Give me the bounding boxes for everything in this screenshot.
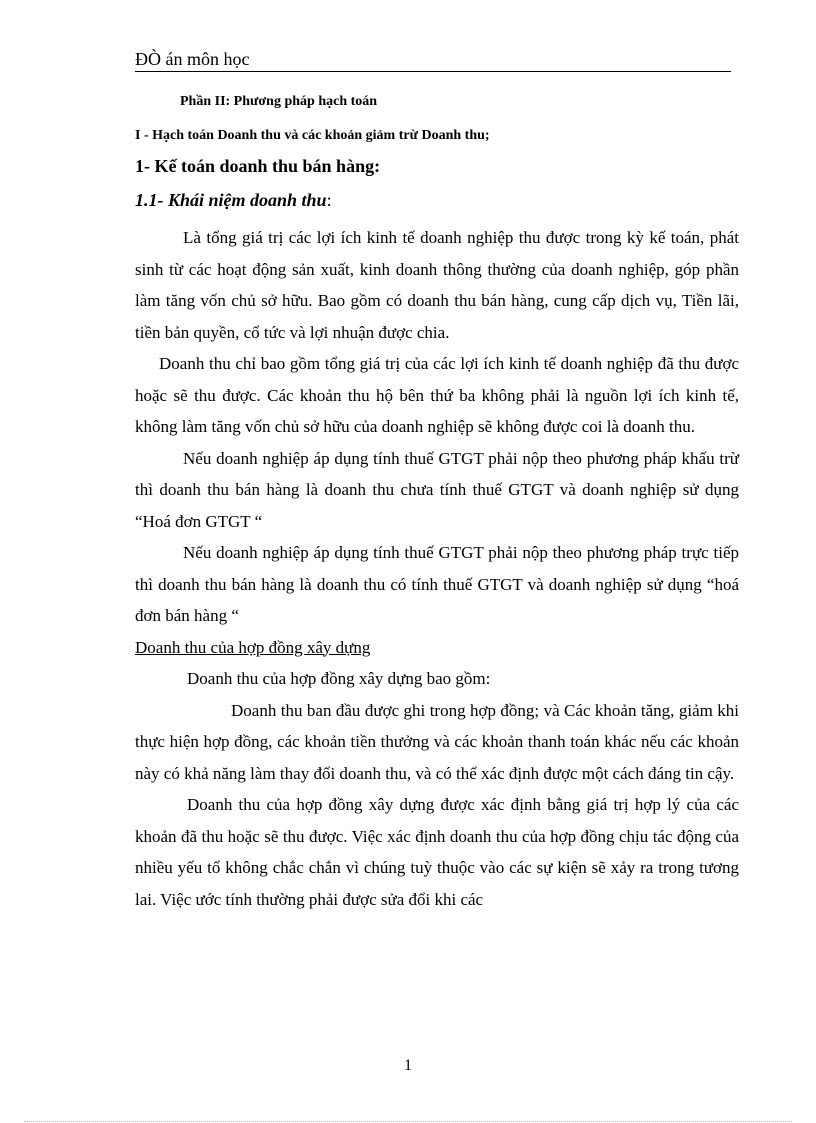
section-title: I - Hạch toán Doanh thu và các khoản giảm trừ Doanh thu; bbox=[135, 128, 490, 143]
page-header bbox=[135, 48, 731, 72]
document-body bbox=[135, 222, 739, 915]
heading-1: 1- Kế toán doanh thu bán hàng: bbox=[135, 156, 381, 176]
page-edge-divider bbox=[24, 1121, 792, 1122]
paragraph: Là tổng giá trị các lợi ích kinh tế doanh nghiệp thu được trong kỳ kế toán, phát sinh từ các hoạt động sản xuất, kinh doanh thông thường của doanh nghiệp, góp phần làm tăng vốn chủ sở hữu. Bao gồm có doanh thu bán hàng, cung cấp dịch vụ, Tiền lãi, tiền bản quyền, cổ tức và lợi nhuận được chia. bbox=[135, 228, 739, 342]
heading-2-colon: : bbox=[326, 190, 332, 210]
subheading: Doanh thu của hợp đồng xây dựng bbox=[135, 637, 371, 657]
page-number: 1 bbox=[404, 1057, 412, 1074]
heading-2-text: 1.1- Khái niệm doanh thu bbox=[135, 190, 327, 210]
paragraph: Nếu doanh nghiệp áp dụng tính thuế GTGT phải nộp theo phương pháp trực tiếp thì doanh thu bán hàng là doanh thu có tính thuế GTGT và doanh nghiệp sử dụng “hoá đơn bán hàng “ bbox=[135, 543, 739, 625]
paragraph: Nếu doanh nghiệp áp dụng tính thuế GTGT phải nộp theo phương pháp khấu trừ thì doanh thu bán hàng là doanh thu chưa tính thuế GTGT và doanh nghiệp sử dụng “Hoá đơn GTGT “ bbox=[135, 448, 739, 531]
heading-2 bbox=[135, 190, 332, 211]
header-title: ĐÒ án môn học bbox=[135, 49, 250, 69]
paragraph: Doanh thu của hợp đồng xây dựng bao gồm: bbox=[187, 669, 491, 688]
paragraph: Doanh thu chỉ bao gồm tổng giá trị của các lợi ích kinh tế doanh nghiệp đã thu được hoặc sẽ thu được. Các khoản thu hộ bên thứ ba không phải là nguồn lợi ích kinh tế, không làm tăng vốn chủ sở hữu của doanh nghiệp sẽ không được coi là doanh thu. bbox=[135, 354, 739, 436]
paragraph: Doanh thu của hợp đồng xây dựng được xác định bằng giá trị hợp lý của các khoản đã thu hoặc sẽ thu được. Việc xác định doanh thu của hợp đồng chịu tác động của nhiều yếu tố không chắc chắn vì chúng tuỳ thuộc vào các sự kiện sẽ xảy ra trong tương lai. Việc ước tính thường phải được sửa đổi khi các bbox=[135, 795, 739, 909]
paragraph: Doanh thu ban đầu được ghi trong hợp đồng; và Các khoản tăng, giảm khi thực hiện hợp đồng, các khoản tiền thưởng và các khoản thanh toán khác nếu các khoản này có khả năng làm thay đổi doanh thu, và có thể xác định được một cách đáng tin cậy. bbox=[135, 700, 739, 783]
part-title: Phần II: Phương pháp hạch toán bbox=[180, 94, 378, 109]
